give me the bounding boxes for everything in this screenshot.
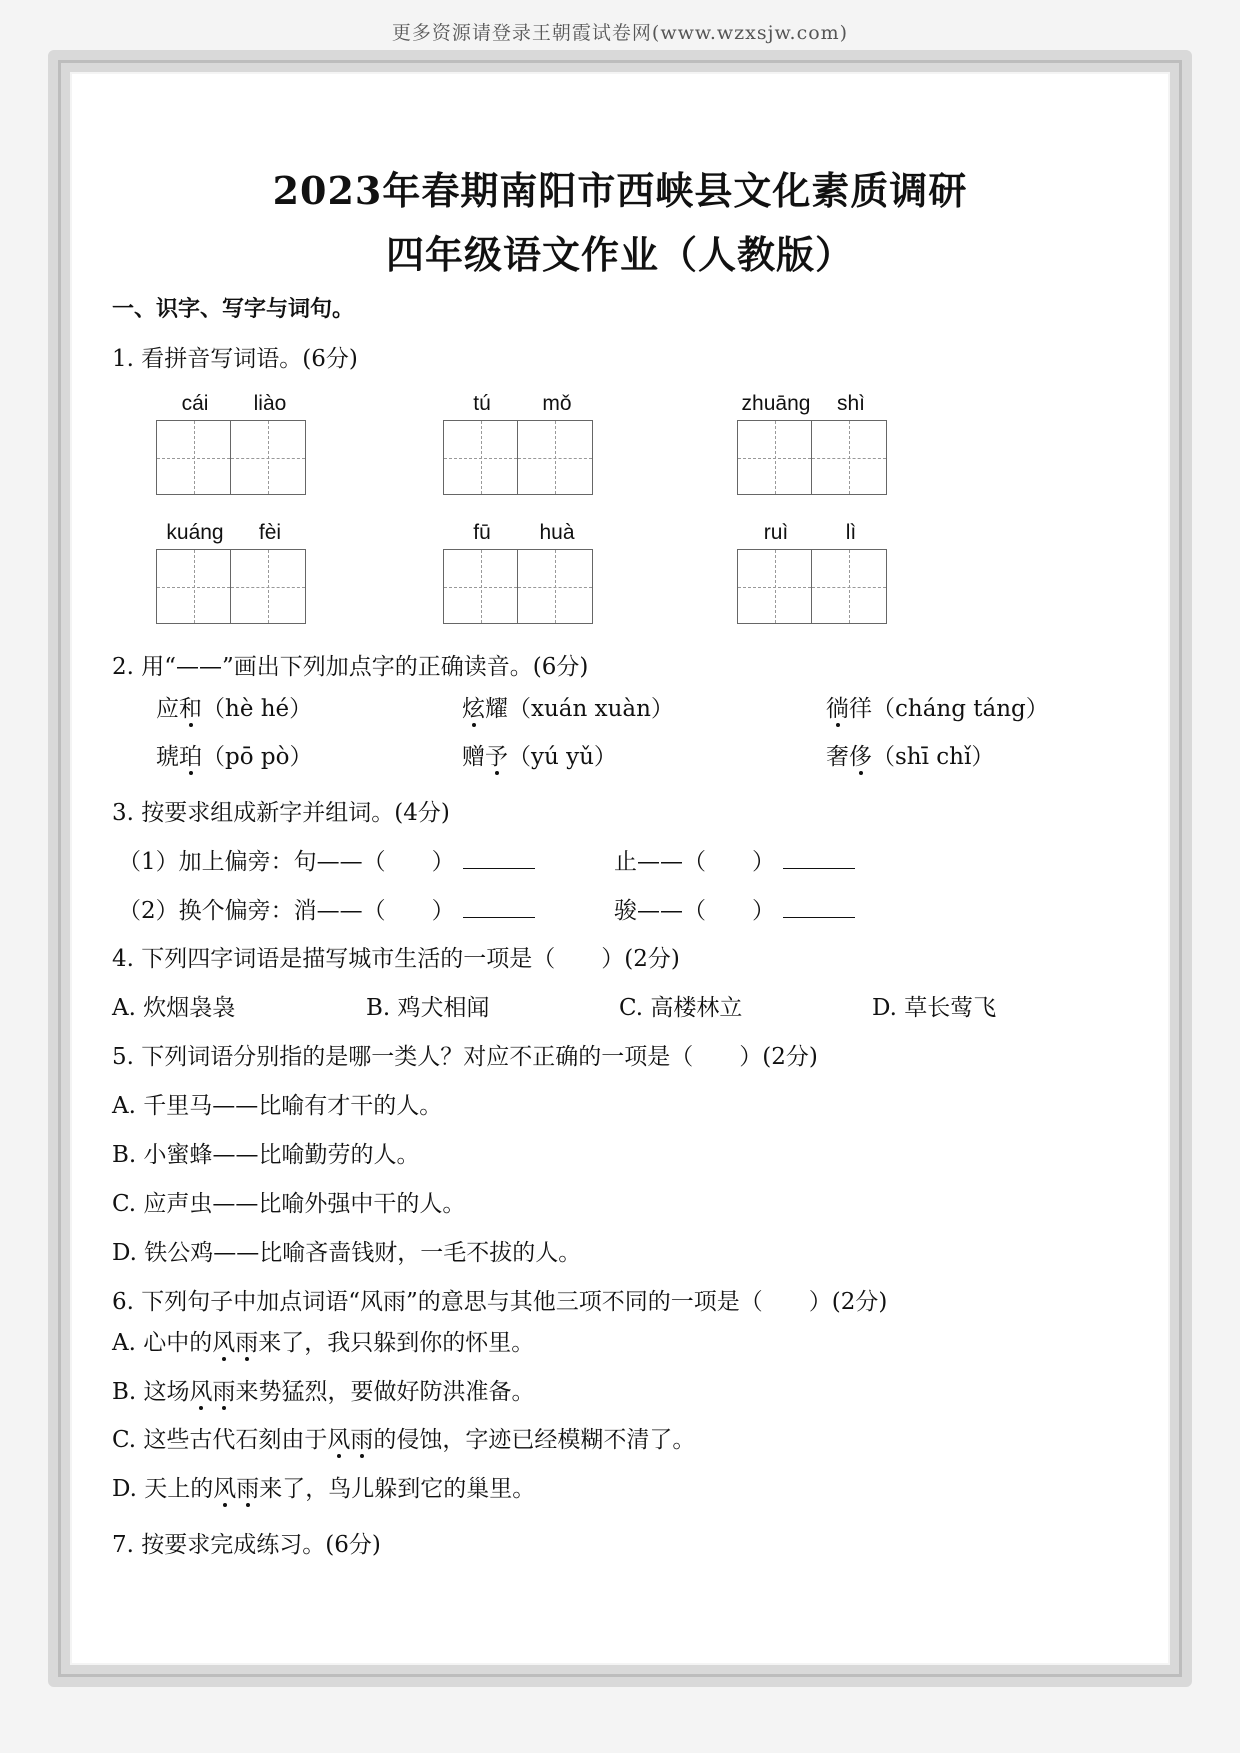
q4-option[interactable]: D. 草长莺飞 bbox=[872, 995, 997, 1021]
dotted-char: 雨 bbox=[235, 1324, 258, 1357]
dotted-char: 风 bbox=[213, 1470, 236, 1503]
q6-text: B. 这场 bbox=[112, 1379, 190, 1405]
pinyin: fèi bbox=[258, 521, 282, 544]
char: 赠 bbox=[462, 744, 485, 770]
q6-text: A. 心中的 bbox=[112, 1330, 213, 1356]
writing-box[interactable] bbox=[443, 549, 518, 624]
watermark: 更多资源请登录王朝霞试卷网(www.wzxsjw.com) bbox=[391, 22, 849, 44]
writing-box[interactable] bbox=[156, 549, 231, 624]
writing-box[interactable] bbox=[231, 549, 306, 624]
pinyin: huà bbox=[539, 521, 575, 544]
q6-text: D. 天上的 bbox=[112, 1476, 214, 1502]
q5-option[interactable]: C. 应声虫——比喻外强中干的人。 bbox=[112, 1191, 466, 1217]
reading-item bbox=[462, 738, 617, 771]
char: 琥 bbox=[156, 744, 179, 770]
q6-option[interactable] bbox=[112, 1470, 535, 1503]
pinyin: cái bbox=[181, 392, 209, 415]
q5-option[interactable]: D. 铁公鸡——比喻吝啬钱财，一毛不拔的人。 bbox=[112, 1240, 582, 1266]
question-1: 1. 看拼音写词语。(6分) bbox=[112, 346, 358, 372]
q4-option[interactable]: A. 炊烟袅袅 bbox=[112, 995, 236, 1021]
pinyin: zhuāng bbox=[741, 392, 811, 415]
pinyin-choices[interactable]: （yú yǔ） bbox=[508, 744, 617, 770]
writing-box[interactable] bbox=[812, 420, 887, 495]
q3-prompt: 止——（ ） bbox=[614, 849, 775, 875]
writing-box[interactable] bbox=[812, 549, 887, 624]
pinyin-choices[interactable]: （xuán xuàn） bbox=[508, 696, 674, 722]
answer-blank[interactable] bbox=[783, 848, 855, 869]
q6-option[interactable] bbox=[112, 1324, 534, 1357]
q3-prompt: 骏——（ ） bbox=[614, 898, 775, 924]
writing-box[interactable] bbox=[156, 420, 231, 495]
q3-prompt: （1）加上偏旁：句——（ ） bbox=[118, 849, 455, 875]
q6-text: 来势猛烈，要做好防洪准备。 bbox=[235, 1379, 535, 1405]
writing-box[interactable] bbox=[231, 420, 306, 495]
dotted-char: 雨 bbox=[236, 1470, 259, 1503]
char: 徉 bbox=[849, 696, 872, 722]
question-3: 3. 按要求组成新字并组词。(4分) bbox=[112, 800, 450, 826]
pinyin-choices[interactable]: （cháng táng） bbox=[872, 696, 1049, 722]
dotted-char: 风 bbox=[190, 1373, 213, 1406]
reading-item bbox=[156, 690, 312, 723]
q6-text: 的侵蚀，字迹已经模糊不清了。 bbox=[373, 1427, 696, 1453]
reading-item bbox=[826, 690, 1049, 723]
q6-text: C. 这些古代石刻由于 bbox=[112, 1427, 328, 1453]
dotted-char: 风 bbox=[212, 1324, 235, 1357]
pinyin: ruì bbox=[763, 521, 789, 544]
reading-item bbox=[462, 690, 674, 723]
q6-option[interactable] bbox=[112, 1421, 695, 1454]
q4-option[interactable]: C. 高楼林立 bbox=[619, 995, 743, 1021]
answer-blank[interactable] bbox=[783, 897, 855, 918]
q5-option[interactable]: A. 千里马——比喻有才干的人。 bbox=[112, 1093, 443, 1119]
section-heading: 一、识字、写字与词句。 bbox=[112, 297, 355, 322]
answer-blank[interactable] bbox=[463, 897, 535, 918]
q3-part1b bbox=[614, 843, 855, 876]
dotted-char: 雨 bbox=[213, 1373, 236, 1406]
q6-option[interactable] bbox=[112, 1373, 535, 1406]
dotted-char: 风 bbox=[327, 1421, 350, 1454]
writing-box[interactable] bbox=[518, 420, 593, 495]
char: 奢 bbox=[826, 744, 849, 770]
question-7: 7. 按要求完成练习。(6分) bbox=[112, 1532, 381, 1558]
writing-box[interactable] bbox=[443, 420, 518, 495]
answer-blank[interactable] bbox=[463, 848, 535, 869]
dotted-char: 予 bbox=[485, 738, 508, 771]
writing-box[interactable] bbox=[518, 549, 593, 624]
pinyin: shì bbox=[836, 392, 865, 415]
dotted-char: 炫 bbox=[462, 690, 485, 723]
pinyin: mǒ bbox=[542, 392, 572, 415]
pinyin-choices[interactable]: （shī chǐ） bbox=[872, 744, 995, 770]
dotted-char: 雨 bbox=[350, 1421, 373, 1454]
question-4: 4. 下列四字词语是描写城市生活的一项是（ ）(2分) bbox=[112, 946, 680, 972]
q6-text: 来了，鸟儿躲到它的巢里。 bbox=[259, 1476, 536, 1502]
pinyin: fū bbox=[473, 521, 491, 544]
char: 耀 bbox=[485, 696, 508, 722]
question-6: 6. 下列句子中加点词语“风雨”的意思与其他三项不同的一项是（ ）(2分) bbox=[112, 1289, 888, 1315]
dotted-char: 徜 bbox=[826, 690, 849, 723]
char: 应 bbox=[156, 696, 179, 722]
reading-item bbox=[156, 738, 312, 771]
dotted-char: 珀 bbox=[179, 738, 202, 771]
dotted-char: 侈 bbox=[849, 738, 872, 771]
q5-option[interactable]: B. 小蜜蜂——比喻勤劳的人。 bbox=[112, 1142, 420, 1168]
pinyin: kuáng bbox=[166, 521, 224, 544]
pinyin-choices[interactable]: （pō pò） bbox=[202, 744, 313, 770]
q6-text: 来了，我只躲到你的怀里。 bbox=[258, 1330, 535, 1356]
q3-part1 bbox=[118, 843, 535, 876]
writing-box[interactable] bbox=[737, 420, 812, 495]
q3-part2 bbox=[118, 892, 535, 925]
exam-subtitle: 四年级语文作业（人教版） bbox=[385, 232, 854, 277]
pinyin-choices[interactable]: （hè hé） bbox=[202, 696, 313, 722]
exam-title: 2023年春期南阳市西峡县文化素质调研 bbox=[272, 168, 968, 213]
reading-item bbox=[826, 738, 994, 771]
q3-prompt: （2）换个偏旁：消——（ ） bbox=[118, 898, 455, 924]
q3-part2b bbox=[614, 892, 855, 925]
question-5: 5. 下列词语分别指的是哪一类人？对应不正确的一项是（ ）(2分) bbox=[112, 1044, 818, 1070]
writing-box[interactable] bbox=[737, 549, 812, 624]
dotted-char: 和 bbox=[179, 690, 202, 723]
pinyin: liào bbox=[253, 392, 287, 415]
question-2: 2. 用“——”画出下列加点字的正确读音。(6分) bbox=[112, 654, 589, 680]
q4-option[interactable]: B. 鸡犬相闻 bbox=[366, 995, 490, 1021]
pinyin: lì bbox=[845, 521, 857, 544]
pinyin: tú bbox=[473, 392, 491, 415]
